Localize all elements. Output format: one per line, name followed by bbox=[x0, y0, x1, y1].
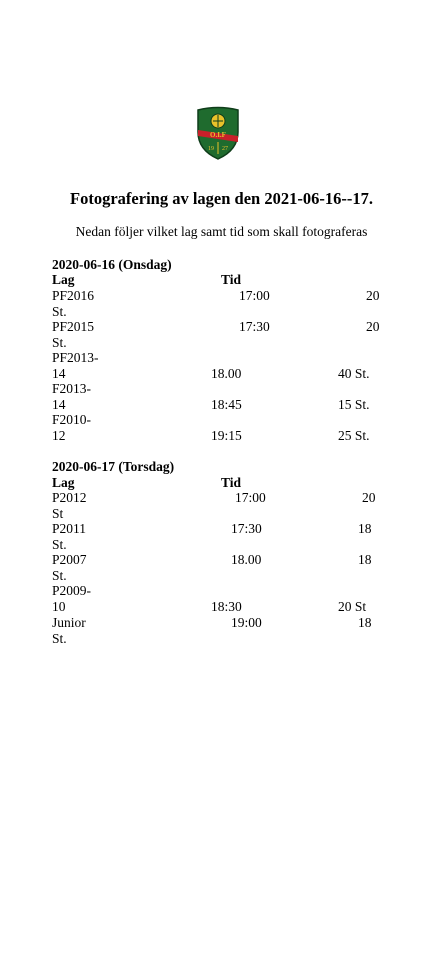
column-header-time: Tid bbox=[221, 272, 242, 287]
count-value: 20 bbox=[362, 490, 376, 505]
team-name-cont: 10 bbox=[52, 599, 66, 614]
team-name: F2010- bbox=[52, 412, 92, 427]
count-value: 15 St. bbox=[338, 397, 370, 412]
team-name: P2009- bbox=[52, 583, 92, 598]
team-name: Junior bbox=[52, 615, 86, 630]
team-name-cont: St. bbox=[52, 568, 67, 583]
time-value: 17:00 bbox=[239, 288, 270, 303]
count-value: 18 bbox=[358, 552, 372, 567]
document-subtitle: Nedan följer vilket lag samt tid som skall fotograferas bbox=[75, 224, 368, 239]
count-value: 18 bbox=[358, 521, 372, 536]
count-value: 20 St bbox=[338, 599, 367, 614]
count-value: 25 St. bbox=[338, 428, 370, 443]
count-value: 20 bbox=[366, 319, 380, 334]
team-name: P2012 bbox=[52, 490, 87, 505]
time-value: 18.00 bbox=[211, 366, 242, 381]
team-name-cont: St. bbox=[52, 304, 67, 319]
team-name-cont: 14 bbox=[52, 366, 66, 381]
team-name-cont: St. bbox=[52, 631, 67, 646]
column-header-time: Tid bbox=[221, 475, 242, 490]
time-value: 17:00 bbox=[235, 490, 266, 505]
time-value: 18:30 bbox=[211, 599, 242, 614]
team-name-cont: St. bbox=[52, 335, 67, 350]
time-value: 17:30 bbox=[231, 521, 262, 536]
team-name: PF2015 bbox=[52, 319, 95, 334]
section-heading-torsdag: 2020-06-17 (Torsdag) bbox=[52, 459, 175, 474]
club-crest-logo bbox=[194, 106, 242, 160]
team-name: PF2016 bbox=[52, 288, 95, 303]
column-header-team: Lag bbox=[52, 272, 75, 287]
crest-year-right: 27 bbox=[222, 146, 228, 152]
team-name: P2011 bbox=[52, 521, 87, 536]
time-value: 18:45 bbox=[211, 397, 242, 412]
time-value: 18.00 bbox=[231, 552, 262, 567]
count-value: 20 bbox=[366, 288, 380, 303]
time-value: 19:00 bbox=[231, 615, 262, 630]
team-name-cont: St. bbox=[52, 537, 67, 552]
count-value: 18 bbox=[358, 615, 372, 630]
count-value: 40 St. bbox=[338, 366, 370, 381]
time-value: 19:15 bbox=[211, 428, 242, 443]
time-value: 17:30 bbox=[239, 319, 270, 334]
document-title: Fotografering av lagen den 2021-06-16--17. bbox=[70, 189, 373, 208]
team-name-cont: 14 bbox=[52, 397, 66, 412]
team-name-cont: 12 bbox=[52, 428, 66, 443]
team-name: P2007 bbox=[52, 552, 87, 567]
section-heading-onsdag: 2020-06-16 (Onsdag) bbox=[52, 257, 172, 272]
crest-year-left: 19 bbox=[208, 146, 214, 152]
column-header-team: Lag bbox=[52, 475, 75, 490]
crest-top-text: O.I.F bbox=[210, 131, 226, 139]
team-name: F2013- bbox=[52, 381, 92, 396]
team-name-cont: St bbox=[52, 506, 64, 521]
team-name: PF2013- bbox=[52, 350, 99, 365]
